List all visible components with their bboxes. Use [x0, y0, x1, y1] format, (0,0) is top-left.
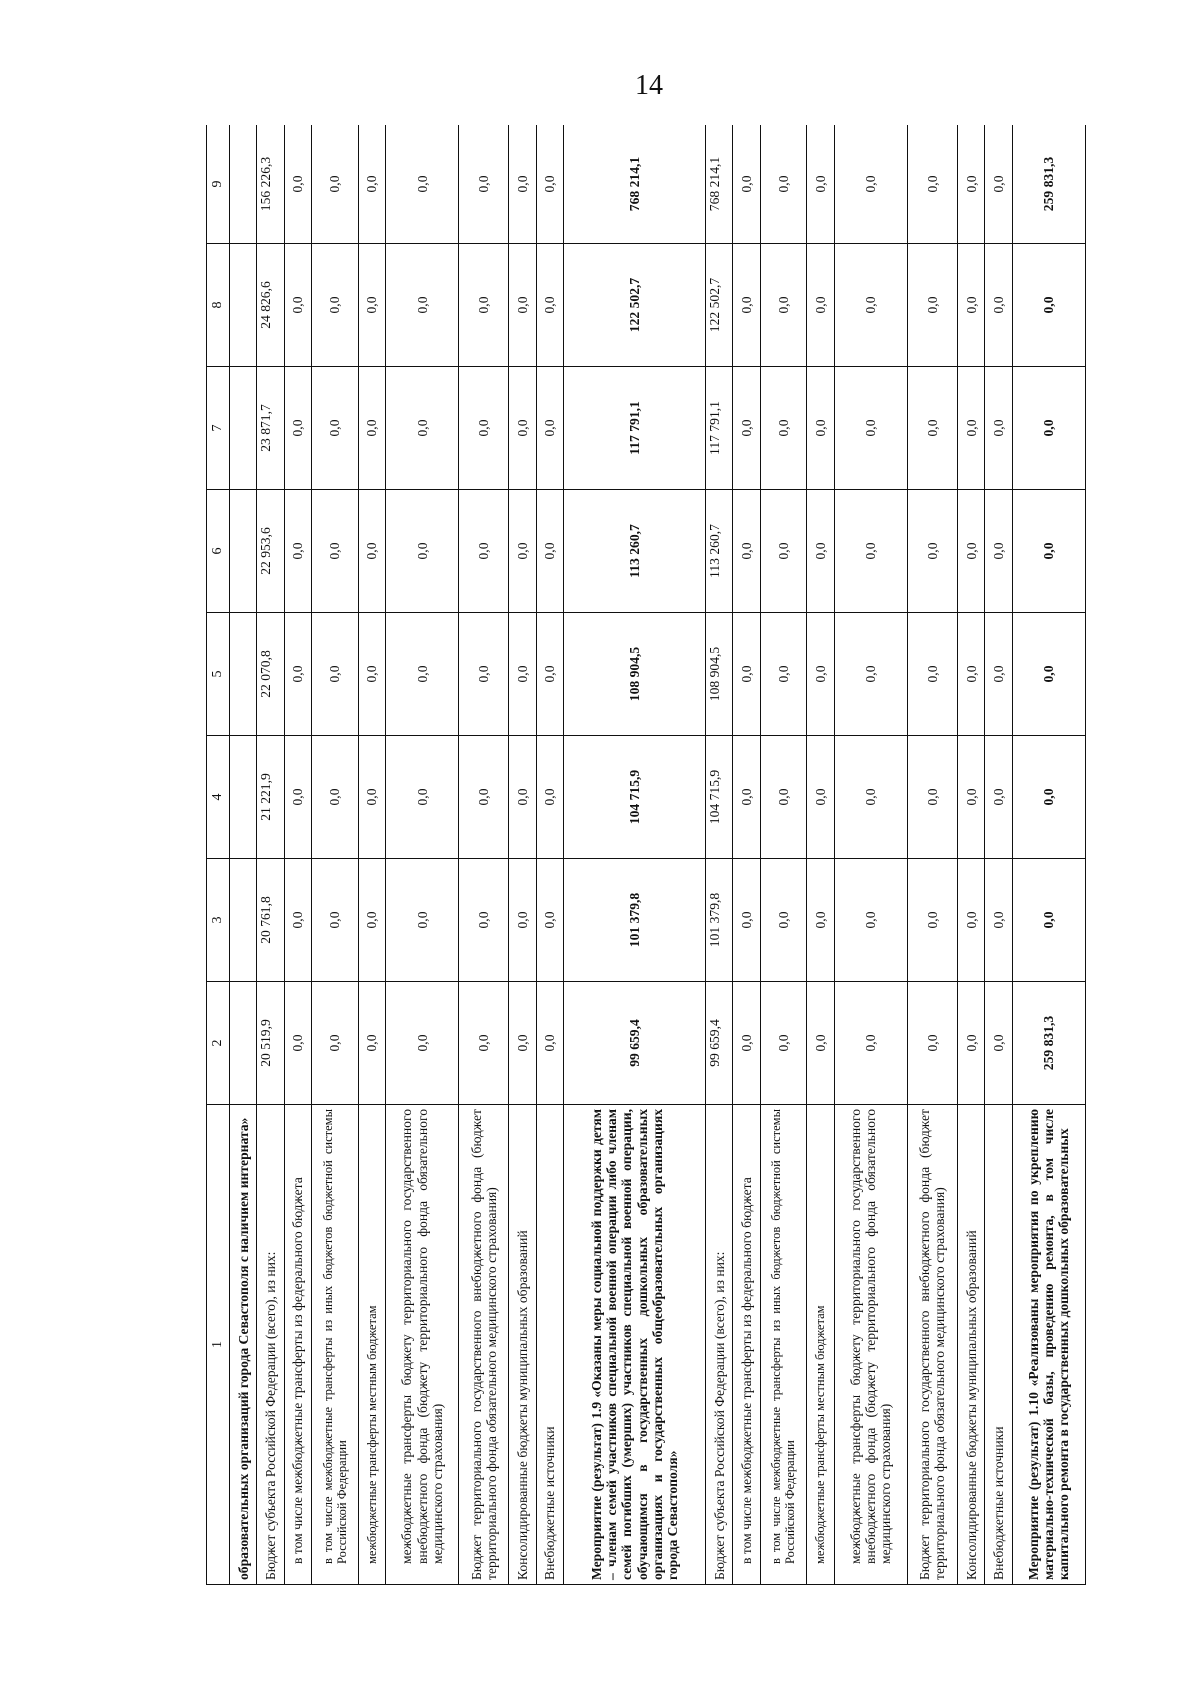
row-value: 0,0 [834, 613, 907, 736]
row-value: 0,0 [733, 125, 760, 244]
row-value: 0,0 [459, 367, 509, 490]
row-value: 0,0 [536, 125, 563, 244]
row-value: 0,0 [459, 736, 509, 859]
row-value: 0,0 [733, 613, 760, 736]
table-row [257, 125, 284, 1585]
row-value: 0,0 [358, 982, 385, 1105]
row-value: 0,0 [284, 613, 311, 736]
row-value [230, 125, 257, 244]
row-value: 259 831,3 [1012, 125, 1085, 244]
row-label: в том числе межбюджетные трансферты из иных бюджетов бюджетной системы Российской Федерации [312, 1105, 359, 1585]
row-value: 0,0 [509, 982, 536, 1105]
row-value: 0,0 [536, 367, 563, 490]
row-label: Бюджет территориального государственного внебюджетного фонда (бюджет территориального фонда обязательного медицинского страхования) [459, 1105, 509, 1585]
row-label: межбюджетные трансферты бюджету территориального государственного внебюджетного фонда (бюджету территориального фонда обязательного медицинского страхования) [386, 1105, 459, 1585]
header-cell: 9 [207, 125, 230, 244]
table-row [536, 125, 563, 1585]
row-value: 0,0 [284, 859, 311, 982]
row-value: 108 904,5 [564, 613, 706, 736]
row-value: 22 953,6 [257, 490, 284, 613]
row-value: 0,0 [509, 736, 536, 859]
row-label: Консолидированные бюджеты муниципальных образований [958, 1105, 985, 1585]
row-value: 0,0 [312, 859, 359, 982]
row-value: 0,0 [358, 736, 385, 859]
row-value: 0,0 [760, 613, 807, 736]
row-value: 0,0 [358, 613, 385, 736]
row-value: 0,0 [509, 490, 536, 613]
table-row [386, 125, 459, 1585]
row-value: 768 214,1 [705, 125, 732, 244]
table-row [907, 125, 957, 1585]
header-cell: 1 [207, 1105, 230, 1585]
row-value: 0,0 [733, 736, 760, 859]
row-value: 0,0 [386, 125, 459, 244]
row-value: 0,0 [907, 490, 957, 613]
row-value: 0,0 [312, 490, 359, 613]
row-value: 0,0 [958, 736, 985, 859]
row-value: 0,0 [834, 736, 907, 859]
row-value: 0,0 [536, 859, 563, 982]
row-value: 0,0 [459, 982, 509, 1105]
header-cell: 8 [207, 244, 230, 367]
row-value: 0,0 [536, 736, 563, 859]
row-value: 0,0 [958, 125, 985, 244]
table-row [760, 125, 807, 1585]
row-value: 0,0 [284, 736, 311, 859]
row-value: 101 379,8 [705, 859, 732, 982]
row-value: 0,0 [907, 244, 957, 367]
row-value: 0,0 [509, 613, 536, 736]
row-value: 0,0 [1012, 244, 1085, 367]
row-value: 0,0 [358, 490, 385, 613]
row-value: 0,0 [760, 125, 807, 244]
table-row [358, 125, 385, 1585]
table-row [705, 125, 732, 1585]
row-value: 0,0 [536, 613, 563, 736]
row-label: Мероприятие (результат) 1.10 «Реализованы мероприятия по укреплению материально-технической базы, проведению ремонта, в том числе капитального ремонта в государственных дошкольных образовательных [1012, 1105, 1085, 1585]
row-value: 108 904,5 [705, 613, 732, 736]
row-value: 0,0 [284, 367, 311, 490]
row-value: 0,0 [1012, 736, 1085, 859]
row-value: 156 226,3 [257, 125, 284, 244]
header-row [207, 125, 230, 1585]
row-value: 21 221,9 [257, 736, 284, 859]
row-value: 0,0 [807, 244, 834, 367]
page-number: 14 [635, 70, 663, 101]
row-value: 0,0 [284, 244, 311, 367]
row-value: 20 761,8 [257, 859, 284, 982]
row-value: 0,0 [760, 244, 807, 367]
row-value: 0,0 [807, 367, 834, 490]
row-value: 0,0 [386, 613, 459, 736]
header-cell: 4 [207, 736, 230, 859]
row-value: 0,0 [459, 859, 509, 982]
row-value: 0,0 [907, 613, 957, 736]
row-value: 0,0 [733, 982, 760, 1105]
row-value [230, 982, 257, 1105]
row-value: 0,0 [760, 490, 807, 613]
row-value: 0,0 [1012, 490, 1085, 613]
row-label: Внебюджетные источники [985, 1105, 1012, 1585]
row-value [230, 736, 257, 859]
row-label: Консолидированные бюджеты муниципальных образований [509, 1105, 536, 1585]
row-value: 0,0 [834, 490, 907, 613]
row-value: 0,0 [907, 125, 957, 244]
row-value: 0,0 [459, 125, 509, 244]
row-value: 0,0 [807, 982, 834, 1105]
row-value: 0,0 [958, 982, 985, 1105]
row-value: 0,0 [312, 736, 359, 859]
row-value: 122 502,7 [705, 244, 732, 367]
row-value: 0,0 [536, 982, 563, 1105]
row-value: 0,0 [733, 859, 760, 982]
row-value: 0,0 [312, 982, 359, 1105]
row-label: в том числе межбюджетные трансферты из федерального бюджета [733, 1105, 760, 1585]
row-value: 99 659,4 [564, 982, 706, 1105]
row-value: 0,0 [834, 125, 907, 244]
row-value: 0,0 [284, 982, 311, 1105]
header-cell: 2 [207, 982, 230, 1105]
row-value: 0,0 [958, 859, 985, 982]
budget-table [206, 125, 1086, 1585]
row-value: 20 519,9 [257, 982, 284, 1105]
row-value: 0,0 [386, 490, 459, 613]
row-value: 0,0 [459, 490, 509, 613]
row-label: Бюджет субъекта Российской Федерации (всего), из них: [257, 1105, 284, 1585]
row-value: 0,0 [1012, 859, 1085, 982]
row-value: 122 502,7 [564, 244, 706, 367]
row-value: 22 070,8 [257, 613, 284, 736]
row-value: 113 260,7 [705, 490, 732, 613]
row-value: 0,0 [509, 859, 536, 982]
row-value: 259 831,3 [1012, 982, 1085, 1105]
row-value: 0,0 [907, 859, 957, 982]
row-value: 0,0 [834, 859, 907, 982]
row-value: 0,0 [733, 490, 760, 613]
table-row [733, 125, 760, 1585]
table-row [312, 125, 359, 1585]
row-value: 0,0 [760, 982, 807, 1105]
row-value: 0,0 [985, 613, 1012, 736]
row-value: 117 791,1 [564, 367, 706, 490]
row-value: 0,0 [807, 859, 834, 982]
header-cell: 3 [207, 859, 230, 982]
row-value: 0,0 [312, 125, 359, 244]
row-value: 0,0 [509, 125, 536, 244]
table-row [985, 125, 1012, 1585]
row-value: 0,0 [284, 125, 311, 244]
row-value: 0,0 [807, 736, 834, 859]
row-value: 0,0 [907, 736, 957, 859]
row-value: 0,0 [358, 859, 385, 982]
table-row [807, 125, 834, 1585]
row-value: 0,0 [536, 490, 563, 613]
row-value: 768 214,1 [564, 125, 706, 244]
table-row [230, 125, 257, 1585]
table-row [509, 125, 536, 1585]
row-value: 0,0 [386, 982, 459, 1105]
row-label: в том числе межбюджетные трансферты из иных бюджетов бюджетной системы Российской Федерации [760, 1105, 807, 1585]
row-value: 0,0 [358, 125, 385, 244]
row-value: 0,0 [312, 613, 359, 736]
row-value: 0,0 [386, 859, 459, 982]
row-label: образовательных организаций города Севастополя с наличием интерната» [230, 1105, 257, 1585]
row-value: 0,0 [985, 490, 1012, 613]
row-value: 0,0 [509, 244, 536, 367]
row-value [230, 613, 257, 736]
row-label: Мероприятие (результат) 1.9 «Оказаны меры социальной поддержки детям – членам семей участников специальной военной операции либо членам семей погибших (умерших) участников специальной военной операции, обучающимся в государственных дошкольных образовательных организациях и государственных общеобразовательных организациях города Севастополя» [564, 1105, 706, 1585]
row-value: 0,0 [459, 613, 509, 736]
table-body [230, 125, 1086, 1585]
row-label: Бюджет территориального государственного внебюджетного фонда (бюджет территориального фонда обязательного медицинского страхования) [907, 1105, 957, 1585]
row-value: 24 826,6 [257, 244, 284, 367]
row-value: 0,0 [958, 367, 985, 490]
table-row [958, 125, 985, 1585]
row-label: в том числе межбюджетные трансферты из федерального бюджета [284, 1105, 311, 1585]
row-value: 0,0 [985, 244, 1012, 367]
row-value: 0,0 [834, 982, 907, 1105]
row-value [230, 490, 257, 613]
row-value: 0,0 [958, 490, 985, 613]
row-value: 0,0 [807, 125, 834, 244]
row-label: межбюджетные трансферты местным бюджетам [807, 1105, 834, 1585]
row-value: 0,0 [985, 859, 1012, 982]
rotated-table-container [206, 125, 1086, 1585]
row-value: 0,0 [807, 490, 834, 613]
table-row [564, 125, 706, 1585]
row-value: 0,0 [386, 244, 459, 367]
row-value: 0,0 [958, 613, 985, 736]
row-value: 0,0 [985, 125, 1012, 244]
header-cell: 5 [207, 613, 230, 736]
row-value: 0,0 [358, 367, 385, 490]
header-cell: 6 [207, 490, 230, 613]
row-label: межбюджетные трансферты местным бюджетам [358, 1105, 385, 1585]
row-value: 0,0 [985, 736, 1012, 859]
row-value: 117 791,1 [705, 367, 732, 490]
row-value: 0,0 [358, 244, 385, 367]
table-frame [206, 125, 1086, 1585]
row-label: Внебюджетные источники [536, 1105, 563, 1585]
row-value: 0,0 [536, 244, 563, 367]
row-label: Бюджет субъекта Российской Федерации (всего), из них: [705, 1105, 732, 1585]
row-value: 0,0 [907, 982, 957, 1105]
table-row [834, 125, 907, 1585]
row-value: 0,0 [733, 367, 760, 490]
row-value: 0,0 [807, 613, 834, 736]
row-value: 0,0 [312, 367, 359, 490]
row-value: 0,0 [312, 244, 359, 367]
row-value [230, 244, 257, 367]
header-cell: 7 [207, 367, 230, 490]
row-value: 0,0 [386, 367, 459, 490]
row-value [230, 367, 257, 490]
table-row [284, 125, 311, 1585]
row-value: 101 379,8 [564, 859, 706, 982]
row-value: 99 659,4 [705, 982, 732, 1105]
row-value: 0,0 [958, 244, 985, 367]
row-value: 0,0 [834, 367, 907, 490]
row-value: 113 260,7 [564, 490, 706, 613]
row-value: 0,0 [907, 367, 957, 490]
row-value: 0,0 [834, 244, 907, 367]
row-value: 0,0 [386, 736, 459, 859]
row-value: 0,0 [1012, 367, 1085, 490]
row-value: 0,0 [509, 367, 536, 490]
row-value: 0,0 [985, 367, 1012, 490]
row-value: 0,0 [760, 859, 807, 982]
table-row [459, 125, 509, 1585]
row-label: межбюджетные трансферты бюджету территориального государственного внебюджетного фонда (бюджету территориального фонда обязательного медицинского страхования) [834, 1105, 907, 1585]
row-value: 0,0 [733, 244, 760, 367]
row-value: 0,0 [284, 490, 311, 613]
row-value [230, 859, 257, 982]
row-value: 0,0 [985, 982, 1012, 1105]
row-value: 104 715,9 [564, 736, 706, 859]
row-value: 23 871,7 [257, 367, 284, 490]
row-value: 0,0 [760, 367, 807, 490]
row-value: 0,0 [1012, 613, 1085, 736]
row-value: 0,0 [459, 244, 509, 367]
row-value: 0,0 [760, 736, 807, 859]
row-value: 104 715,9 [705, 736, 732, 859]
table-row [1012, 125, 1085, 1585]
